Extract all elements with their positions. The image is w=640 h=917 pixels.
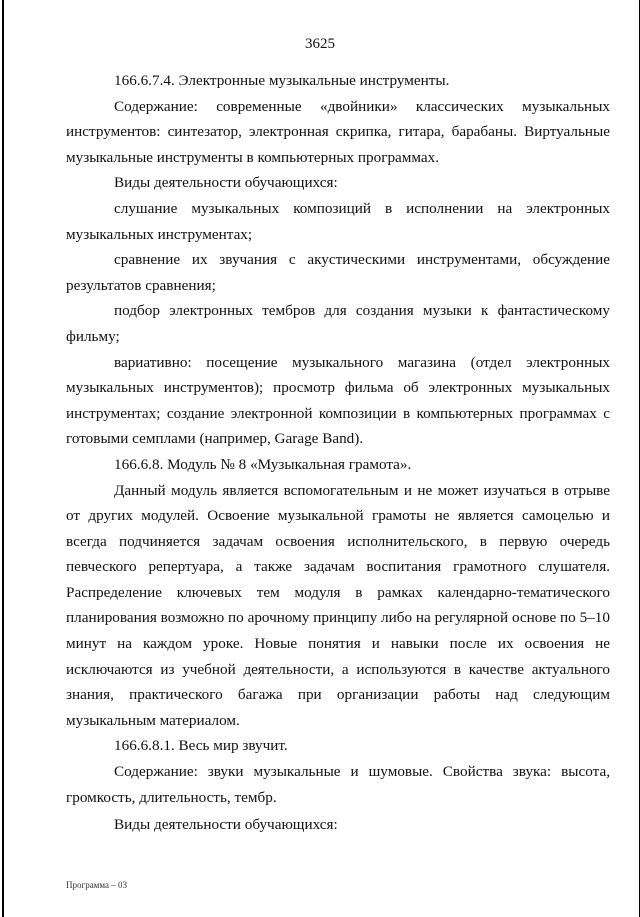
activity-timbre-selection: подбор электронных тембров для создания музыки к фантастическому фильму; xyxy=(66,302,610,345)
paragraph-activities-heading-2: Виды деятельности обучающихся: xyxy=(114,816,338,834)
activity-listening: слушание музыкальных композиций в исполнении на электронных музыкальных инструментах; xyxy=(66,199,610,243)
page-number: 3625 xyxy=(305,36,335,52)
section-heading-166-6-8: 166.6.8. Модуль № 8 «Музыкальная грамота». xyxy=(114,455,412,473)
paragraph-module-description: Данный модуль является вспомогательным и не может изучаться в отрыве от других модулей. Освоение музыкальной грамоты не является самоцелью и всегда подчиняется задачам освоения исполнительского, в первую очередь певческого репертуара, а также задачам воспитания грамотного слушателя. Распределение ключевых тем модуля в рамках календарно-тематического планирования возможно по арочному принципу либо на регулярной основе по 5–10 минут на каждом уроке. Новые понятия и навыки после их освоения не исключаются из учебной деятельности, а используются в качестве актуального знания, практического багажа при организации работы над следующим музыкальным материалом. xyxy=(66,481,610,729)
paragraph-activities-heading: Виды деятельности обучающихся: xyxy=(114,174,338,192)
paragraph-content-electronic: Содержание: современные «двойники» классических музыкальных инструментов: синтезатор, электронная скрипка, гитара, барабаны. Виртуальные музыкальные инструменты в компьютерных программах. xyxy=(66,97,610,166)
document-body xyxy=(66,68,610,838)
section-heading-166-6-8-1: 166.6.8.1. Весь мир звучит. xyxy=(114,737,288,755)
scan-border-left xyxy=(2,0,4,917)
footer-program-label: Программа – 03 xyxy=(66,880,128,890)
activity-optional: вариативно: посещение музыкального магазина (отдел электронных музыкальных инструментов); просмотр фильма об электронных музыкальных инструментах; создание электронной композиции в компьютерных программах с готовыми семплами (например, Garage Band). xyxy=(66,353,610,448)
activity-comparison: сравнение их звучания с акустическими инструментами, обсуждение результатов сравнения; xyxy=(66,251,610,294)
section-heading-166-6-7-4: 166.6.7.4. Электронные музыкальные инструменты. xyxy=(114,72,450,89)
paragraph-content-sounds: Содержание: звуки музыкальные и шумовые. Свойства звука: высота, громкость, длительность, тембр. xyxy=(66,763,610,806)
